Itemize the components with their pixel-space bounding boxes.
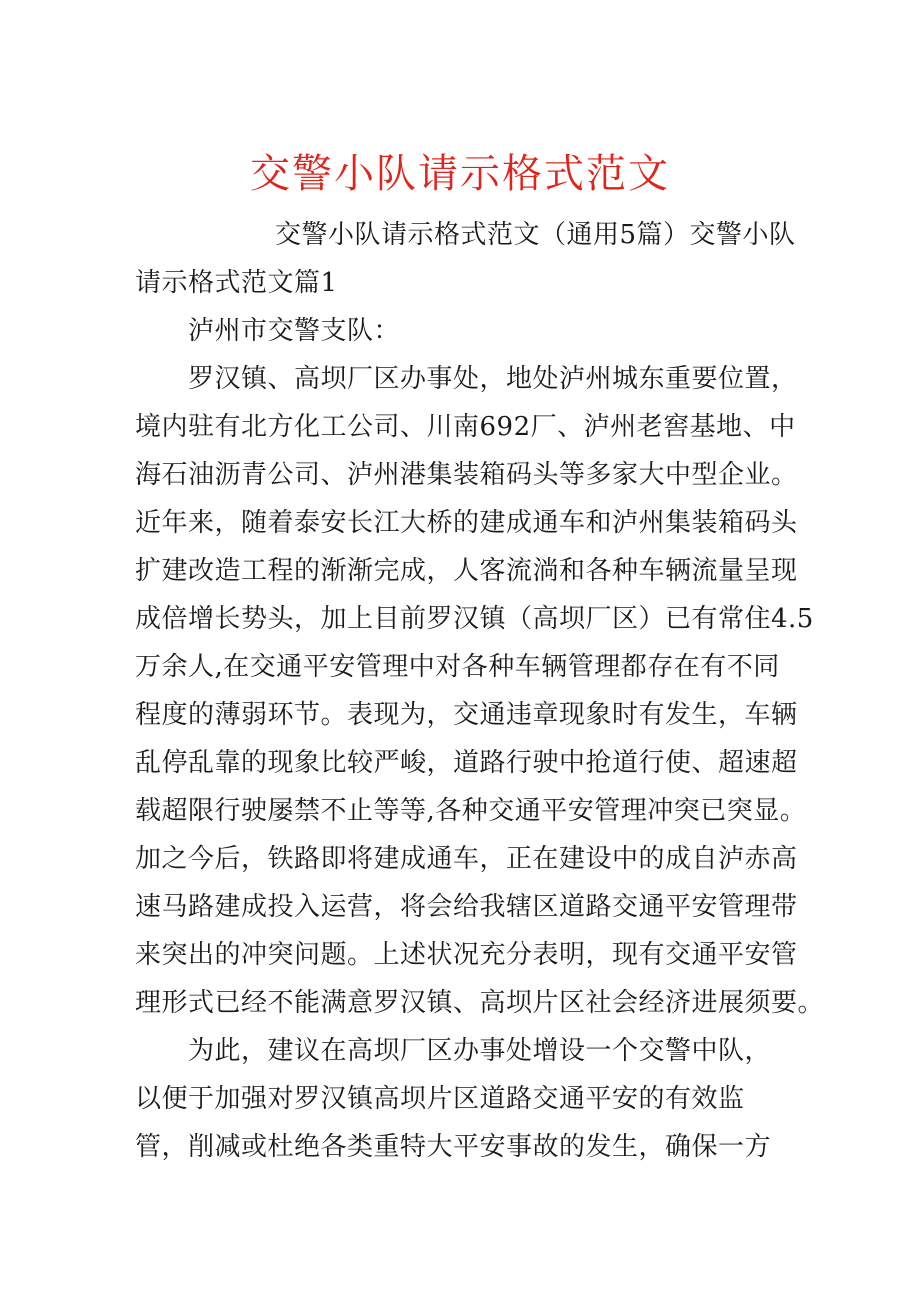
text-line: 来突出的冲突问题。上述状况充分表明，现有交通平安管	[135, 940, 798, 970]
document-title: 交警小队请示格式范文	[250, 151, 670, 197]
text-line: 境内驻有北方化工公司、川南692厂、泸州老窖基地、中	[135, 412, 796, 442]
text-line: 请示格式范文篇1	[135, 268, 338, 298]
text-line: 为此，建议在高坝厂区办事处增设一个交警中队，	[188, 1036, 772, 1066]
text-line: 程度的薄弱环节。表现为，交通违章现象时有发生，车辆	[135, 700, 798, 730]
text-line: 理形式已经不能满意罗汉镇、高坝片区社会经济进展须要。	[135, 988, 825, 1018]
text-line: 交警小队请示格式范文（通用5篇）交警小队	[275, 220, 796, 250]
text-line: 近年来，随着泰安长江大桥的建成通车和泸州集装箱码头	[135, 508, 798, 538]
text-line: 载超限行驶屡禁不止等等,各种交通平安管理冲突已突显。	[135, 796, 807, 826]
text-line: 速马路建成投入运营，将会给我辖区道路交通平安管理带	[135, 892, 798, 922]
salutation: 泸州市交警支队：	[188, 316, 401, 346]
text-line: 管，削减或杜绝各类重特大平安事故的发生，确保一方	[135, 1132, 772, 1162]
text-line: 成倍增长势头，加上目前罗汉镇（高坝厂区）已有常住4.5	[135, 604, 814, 634]
text-line: 扩建改造工程的渐渐完成，人客流淌和各种车辆流量呈现	[135, 556, 798, 586]
text-line: 乱停乱靠的现象比较严峻，道路行驶中抢道行使、超速超	[135, 748, 798, 778]
text-line: 海石油沥青公司、泸州港集装箱码头等多家大中型企业。	[135, 460, 798, 490]
text-line: 万余人,在交通平安管理中对各种车辆管理都存在有不同	[135, 652, 780, 682]
text-line: 以便于加强对罗汉镇高坝片区道路交通平安的有效监	[135, 1084, 745, 1114]
text-line: 加之今后，铁路即将建成通车，正在建设中的成自泸赤高	[135, 844, 798, 874]
text-line: 罗汉镇、高坝厂区办事处，地处泸州城东重要位置，	[188, 364, 798, 394]
